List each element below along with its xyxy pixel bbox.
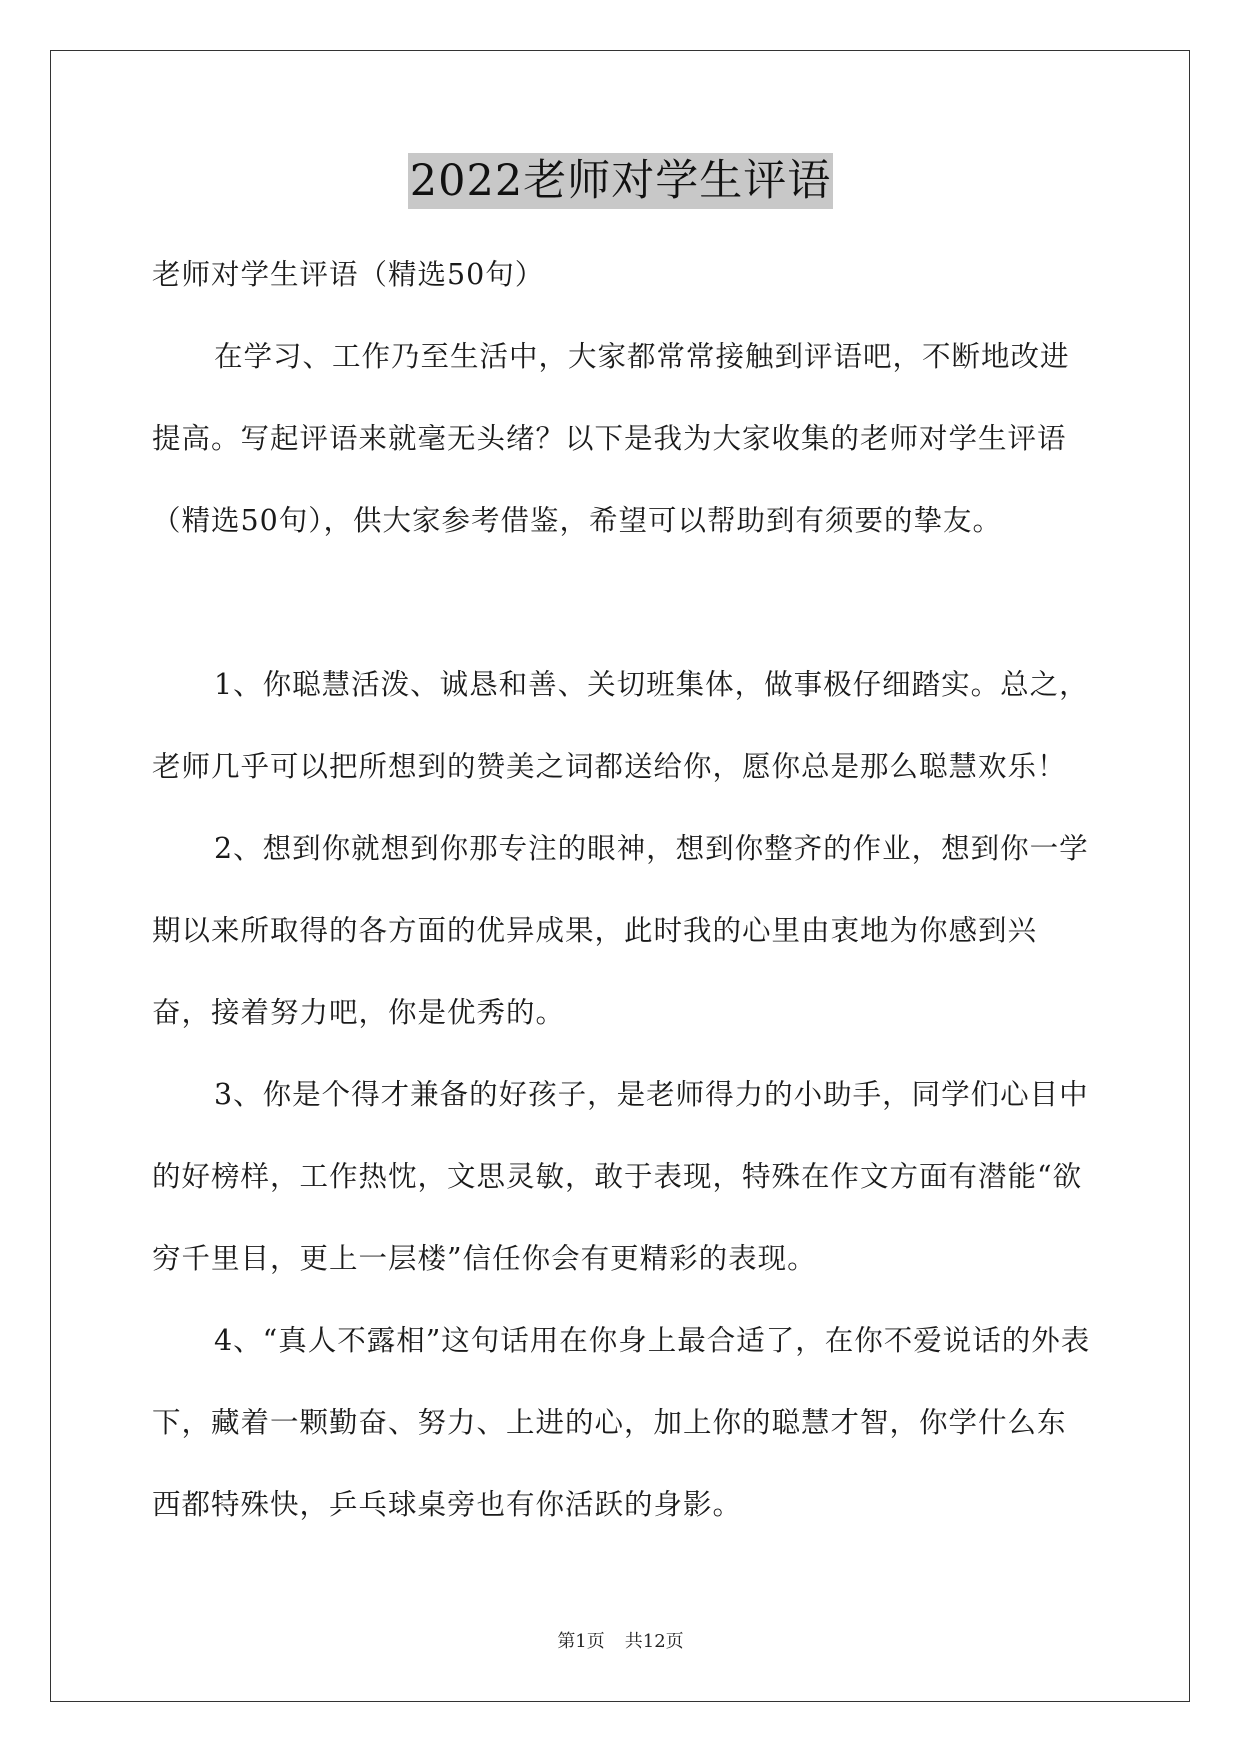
comment-item-2: 2、想到你就想到你那专注的眼神，想到你整齐的作业，想到你一学期以来所取得的各方面的优异成果，此时我的心里由衷地为你感到兴奋，接着努力吧，你是优秀的。 (152, 832, 1089, 1029)
page-footer (0, 1627, 1241, 1653)
document-title: 2022老师对学生评语 (408, 153, 833, 209)
page-number: 第1页 (557, 1631, 605, 1652)
document-body (152, 234, 1092, 1546)
comment-item-1: 1、你聪慧活泼、诚恳和善、关切班集体，做事极仔细踏实。总之，老师几乎可以把所想到的赞美之词都送给你，愿你总是那么聪慧欢乐！ (152, 668, 1089, 783)
comment-item-4: 4、“真人不露相”这句话用在你身上最合适了，在你不爱说话的外表下，藏着一颗勤奋、努力、上进的心，加上你的聪慧才智，你学什么东西都特殊快，乒乓球桌旁也有你活跃的身影。 (152, 1324, 1091, 1521)
paragraph-gap (152, 562, 1092, 644)
document-subtitle: 老师对学生评语（精选50句） (152, 258, 545, 291)
intro-paragraph: 在学习、工作乃至生活中，大家都常常接触到评语吧，不断地改进提高。写起评语来就毫无头绪？以下是我为大家收集的老师对学生评语（精选50句），供大家参考借鉴，希望可以帮助到有须要的挚友。 (152, 340, 1070, 537)
title-container (0, 153, 1241, 209)
comment-item-3: 3、你是个得才兼备的好孩子，是老师得力的小助手，同学们心目中的好榜样，工作热忱，文思灵敏，敢于表现，特殊在作文方面有潜能“欲穷千里目，更上一层楼”信任你会有更精彩的表现。 (152, 1078, 1089, 1275)
page-total: 共12页 (624, 1631, 684, 1652)
